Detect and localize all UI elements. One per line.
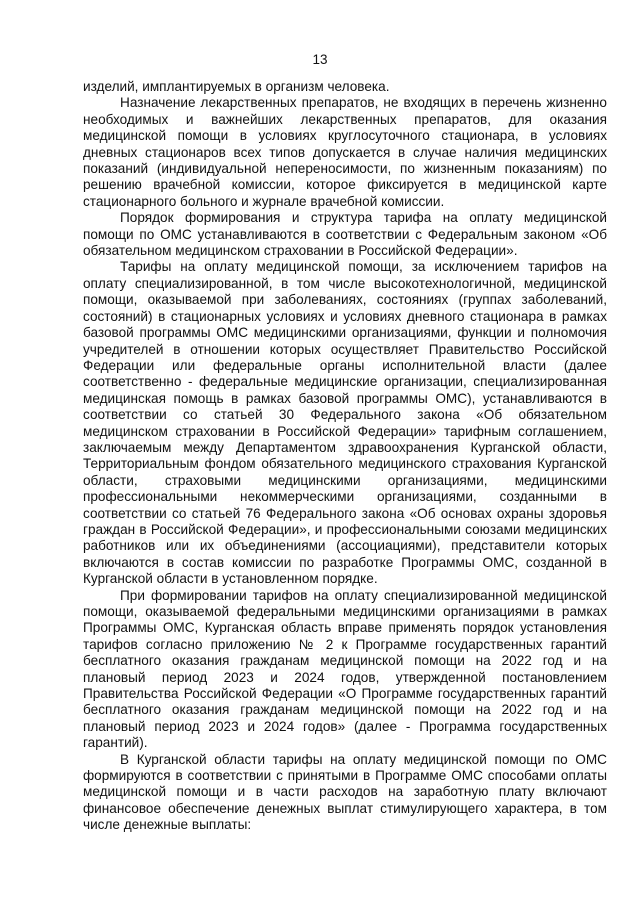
- paragraph-federal-tariffs: При формировании тарифов на оплату специализированной медицинской помощи, оказываемой федеральными медицинскими организациями в рамках Программы ОМС, Курганская область вправе применять порядок установления тарифов согласно приложению № 2 к Программе государственных гарантий бесплатного оказания гражданам медицинской помощи на 2022 год и на плановый период 2023 и 2024 годов, утвержденной постановлением Правительства Российской Федерации «О Программе государственных гарантий бесплатного оказания гражданам медицинской помощи на 2022 год и на плановый период 2023 и 2024 годов» (далее - Программа государственных гарантий).: [83, 587, 607, 751]
- paragraph-tariff-agreement: Тарифы на оплату медицинской помощи, за исключением тарифов на оплату специализированной, в том числе высокотехнологичной, медицинской помощи, оказываемой при заболеваниях, состояниях (группах заболеваний, состояний) в стационарных условиях и условиях дневного стационара в рамках базовой программы ОМС медицинскими организациями, функции и полномочия учредителей в отношении которых осуществляет Правительство Российской Федерации или федеральные органы исполнительной власти (далее соответственно - федеральные медицинские организации, специализированная медицинская помощь в рамках базовой программы ОМС), устанавливаются в соответствии со статьей 30 Федерального закона «Об обязательном медицинском страховании в Российской Федерации» тарифным соглашением, заключаемым между Департаментом здравоохранения Курганской области, Территориальным фондом обязательного медицинского страхования Курганской области, страховыми медицинскими организациями, медицинскими профессиональными некоммерческими организациями, созданными в соответствии со статьей 76 Федерального закона «Об основах охраны здоровья граждан в Российской Федерации», и профессиональными союзами медицинских работников или их объединениями (ассоциациями), представители которых включаются в состав комиссии по разработке Программы ОМС, созданной в Курганской области в установленном порядке.: [83, 259, 607, 587]
- paragraph-drug-prescription: Назначение лекарственных препаратов, не входящих в перечень жизненно необходимых и важнейших лекарственных препаратов, для оказания медицинской помощи в условиях круглосуточного стационара, в условиях дневных стационаров всех типов допускается в случае наличия медицинских показаний (индивидуальной непереносимости, по жизненным показаниям) по решению врачебной комиссии, которое фиксируется в медицинской карте стационарного больного и журнале врачебной комиссии.: [83, 95, 607, 209]
- page-number: 13: [312, 52, 328, 67]
- document-body: [83, 79, 607, 834]
- paragraph-continuation: изделий, имплантируемых в организм человека.: [83, 79, 390, 94]
- paragraph-tariff-structure: Порядок формирования и структура тарифа на оплату медицинской помощи по ОМС устанавливаются в соответствии с Федеральным законом «Об обязательном медицинском страховании в Российской Федерации».: [83, 210, 607, 259]
- paragraph-kurgan-tariffs: В Курганской области тарифы на оплату медицинской помощи по ОМС формируются в соответствии с принятыми в Программе ОМС способами оплаты медицинской помощи и в части расходов на заработную плату включают финансовое обеспечение денежных выплат стимулирующего характера, в том числе денежные выплаты:: [83, 751, 607, 833]
